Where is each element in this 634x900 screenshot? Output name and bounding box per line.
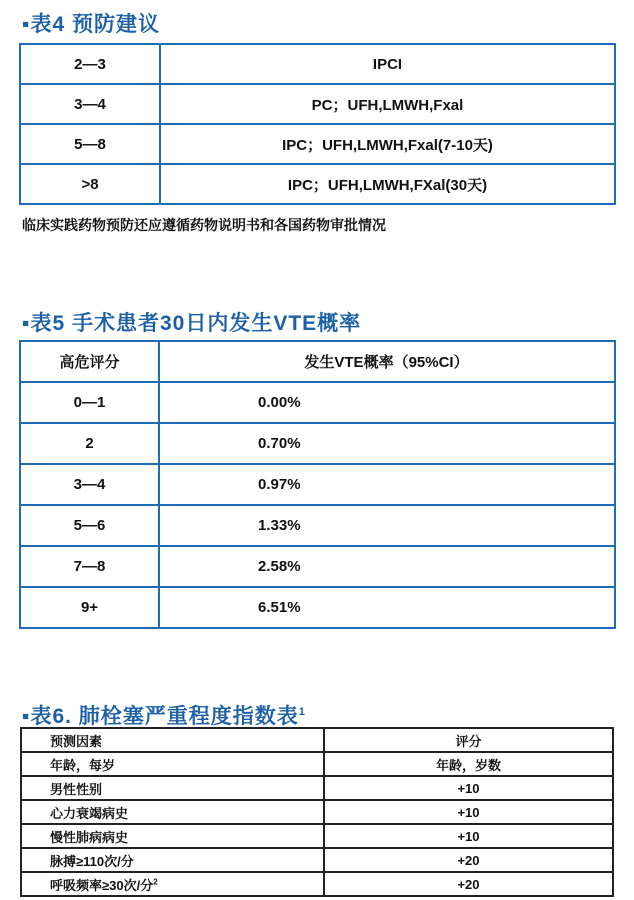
table-cell: 0.97% [159, 464, 615, 505]
table-cell: +20 [324, 848, 613, 872]
table-header-row [20, 341, 615, 382]
table-cell: 呼吸频率≥30次/分$^2$ [21, 872, 324, 896]
table-row [20, 44, 615, 84]
table-cell: 6.51% [159, 587, 615, 628]
table-cell: 脉搏≥110次/分 [21, 848, 324, 872]
table-row [20, 587, 615, 628]
table-row [21, 848, 613, 872]
footnote-mark: 2 [153, 877, 158, 887]
table-cell: >8 [20, 164, 160, 204]
table-row [20, 84, 615, 124]
table-header-row [21, 728, 613, 752]
table-cell: 1.33% [159, 505, 615, 546]
table-cell: 5—8 [20, 124, 160, 164]
table-row [20, 124, 615, 164]
table-row [21, 752, 613, 776]
table-row [20, 464, 615, 505]
table4-title: ▪表4 预防建议 [22, 13, 160, 36]
table-row [20, 546, 615, 587]
table-cell: 9+ [20, 587, 159, 628]
table-cell: 0—1 [20, 382, 159, 423]
table-cell: 0.70% [159, 423, 615, 464]
table-cell: PC；UFH,LMWH,Fxal [160, 84, 615, 124]
table-cell: 年龄，岁数 [324, 752, 613, 776]
table-cell: 慢性肺病病史 [21, 824, 324, 848]
table-cell: 预测因素 [21, 728, 324, 752]
table-cell: 评分 [324, 728, 613, 752]
table-row [21, 824, 613, 848]
table5-title: ▪表5 手术患者30日内发生VTE概率 [22, 312, 362, 335]
table-cell: 2 [20, 423, 159, 464]
table-cell: +10 [324, 824, 613, 848]
table-row [21, 800, 613, 824]
table4-note: 临床实践药物预防还应遵循药物说明书和各国药物审批情况 [22, 217, 386, 233]
table-cell: 发生VTE概率（95%CI） [159, 341, 615, 382]
table6-title: ▪表6. 肺栓塞严重程度指数表$^1$ [22, 705, 306, 728]
table-cell: 0.00% [159, 382, 615, 423]
table-cell: 7—8 [20, 546, 159, 587]
table-row [20, 505, 615, 546]
table-cell: 3—4 [20, 84, 160, 124]
table-cell: 心力衰竭病史 [21, 800, 324, 824]
table4 [19, 43, 616, 205]
table-cell: IPC；UFH,LMWH,Fxal(7-10天) [160, 124, 615, 164]
table-row [21, 872, 613, 896]
table-cell: +10 [324, 776, 613, 800]
table-cell: IPCI [160, 44, 615, 84]
table-row [20, 382, 615, 423]
table-cell: IPC；UFH,LMWH,FXal(30天) [160, 164, 615, 204]
table6 [20, 727, 614, 897]
table-cell: 2.58% [159, 546, 615, 587]
table-cell: +20 [324, 872, 613, 896]
table-cell: 3—4 [20, 464, 159, 505]
table5 [19, 340, 616, 629]
table-cell: +10 [324, 800, 613, 824]
table-cell: 年龄，每岁 [21, 752, 324, 776]
table-cell: 5—6 [20, 505, 159, 546]
table-row [21, 776, 613, 800]
table-cell: 男性性别 [21, 776, 324, 800]
table-row [20, 164, 615, 204]
table-row [20, 423, 615, 464]
table-cell: 2—3 [20, 44, 160, 84]
table-cell: 高危评分 [20, 341, 159, 382]
